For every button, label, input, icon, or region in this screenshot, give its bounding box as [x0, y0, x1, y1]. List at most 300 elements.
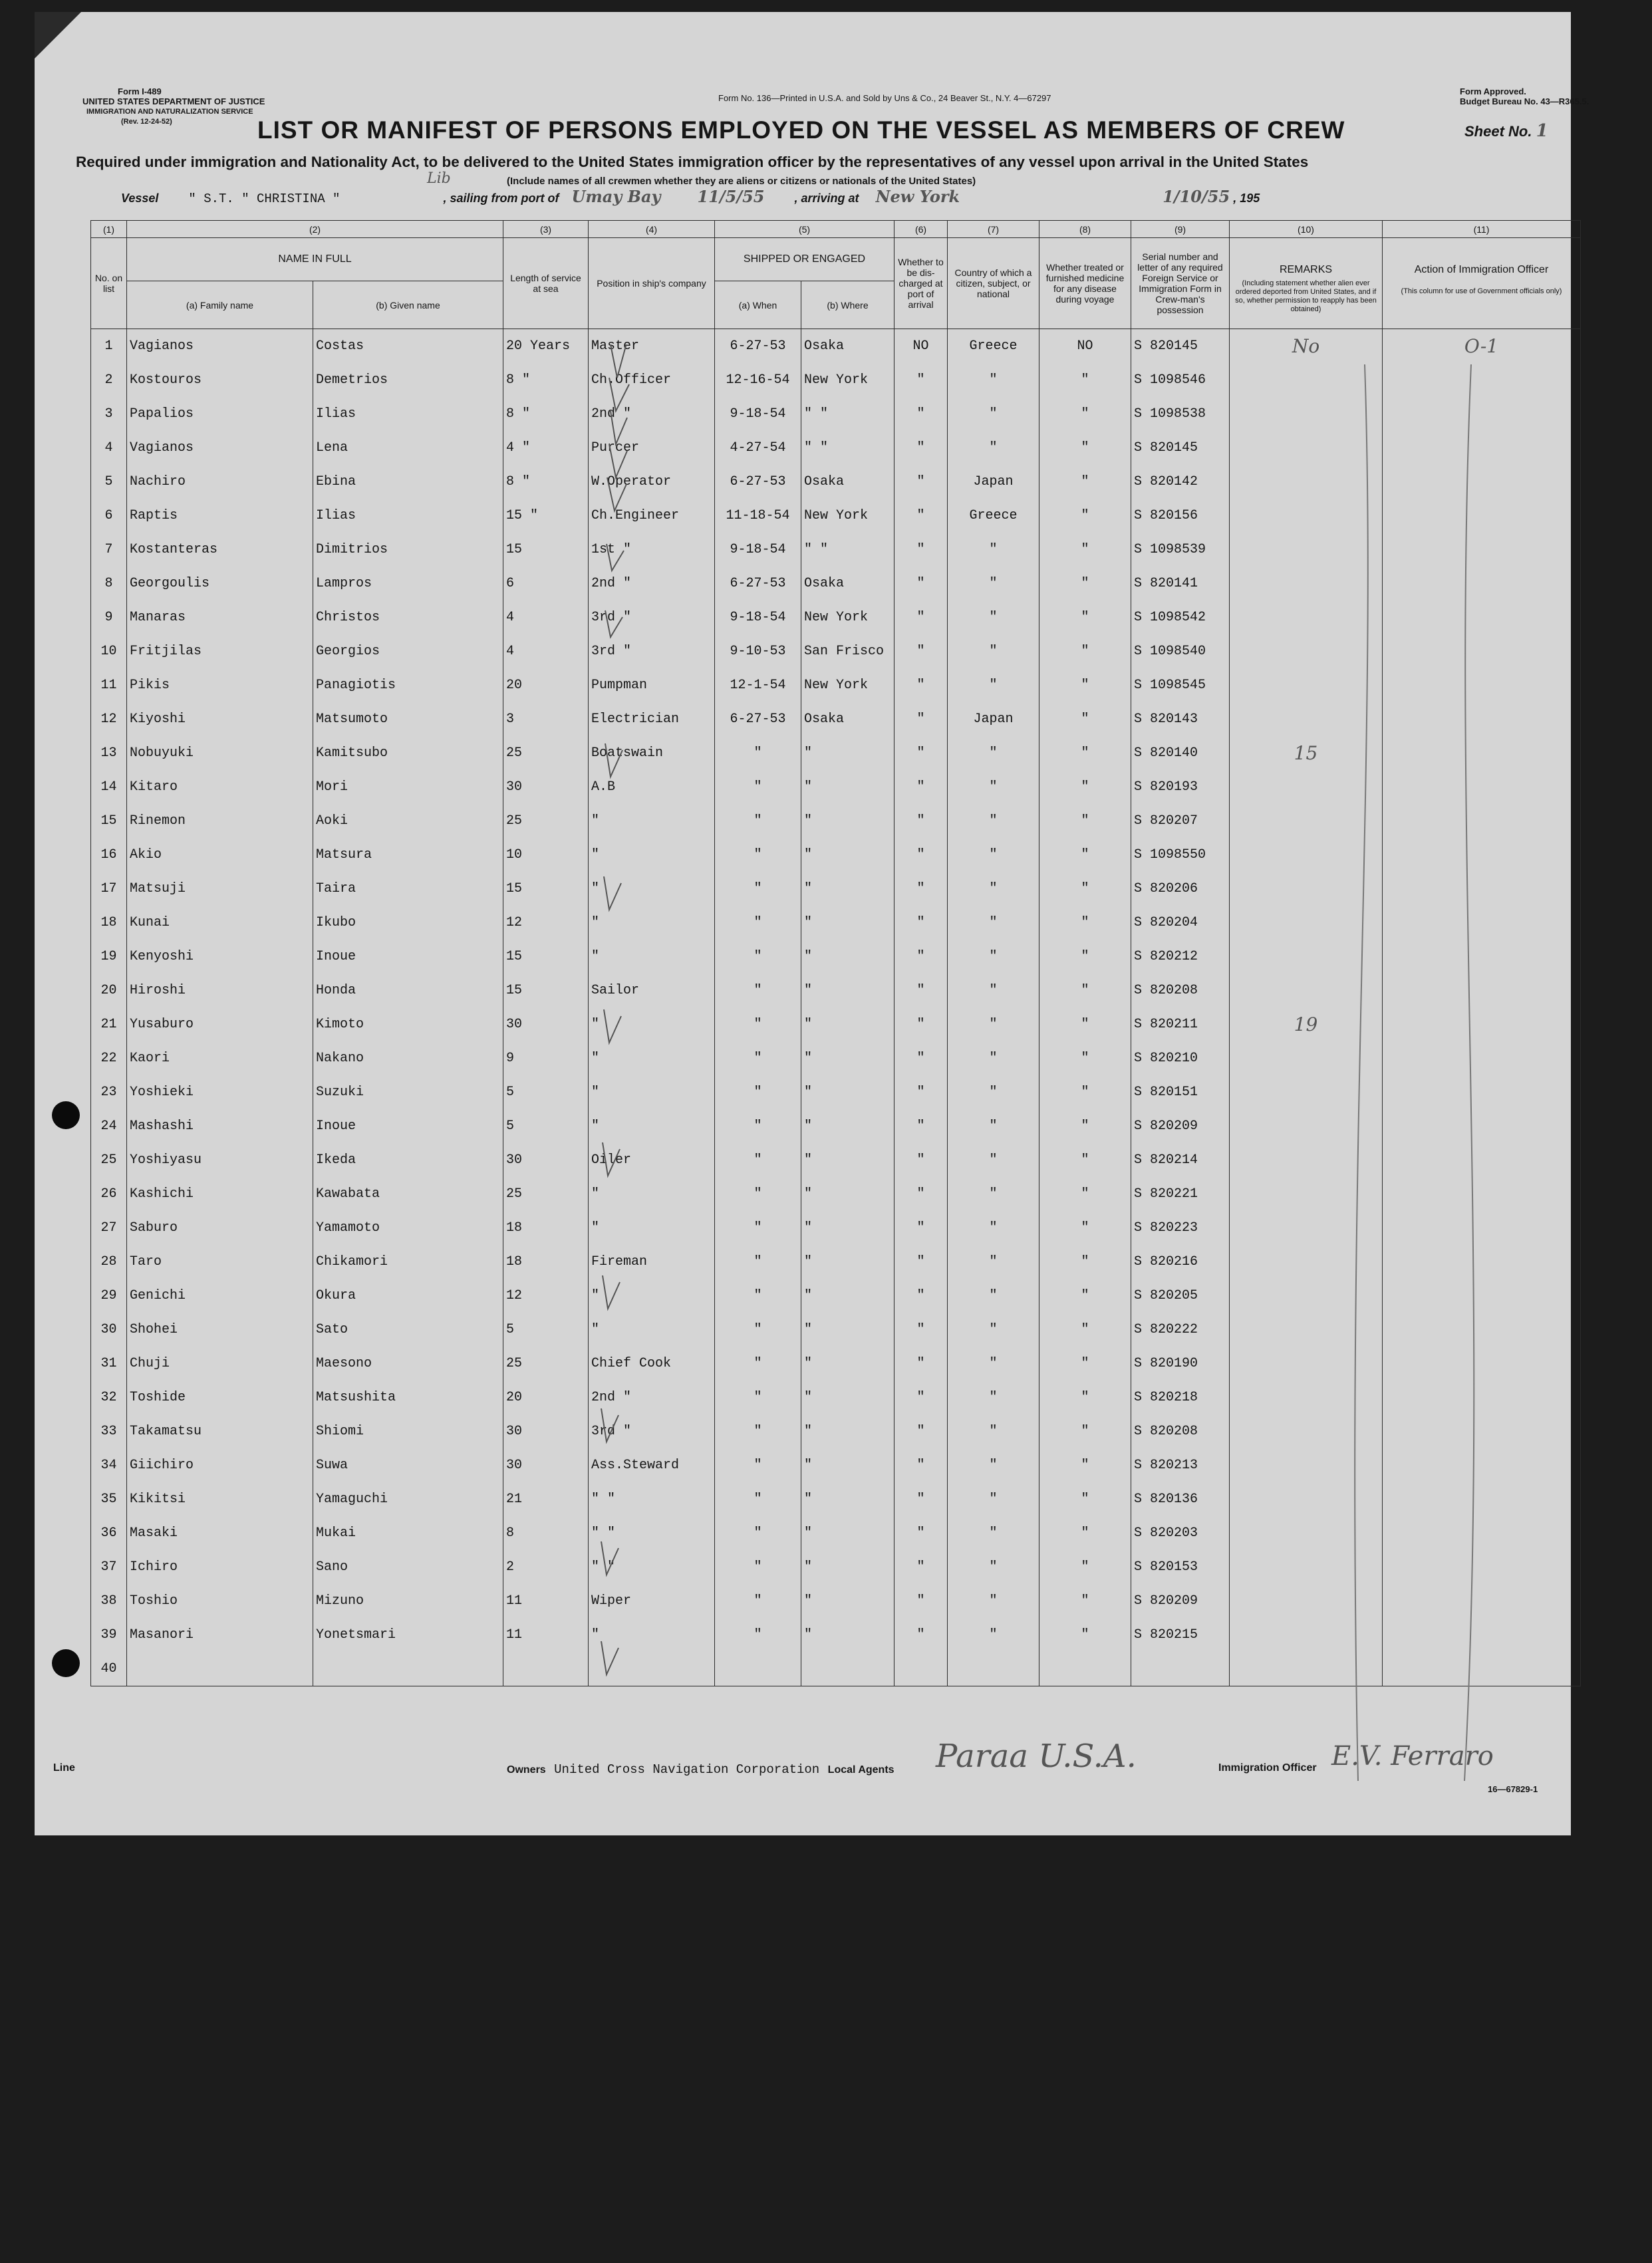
cell-where: New York [801, 600, 895, 634]
cell-when: 6-27-53 [715, 702, 801, 736]
cell-discharged: " [895, 1414, 948, 1448]
cell-family: Takamatsu [127, 1414, 313, 1448]
cell-serial: S 820141 [1131, 567, 1230, 600]
cell-serial: S 820142 [1131, 465, 1230, 499]
cell-given: Nakano [313, 1041, 503, 1075]
cell-where: " [801, 1516, 895, 1550]
cell-country: Japan [948, 465, 1039, 499]
cell-serial: S 820204 [1131, 906, 1230, 940]
cell-action: O-1 [1383, 329, 1581, 364]
cell-country: Greece [948, 499, 1039, 533]
cell-serial [1131, 1652, 1230, 1686]
cell-treated: " [1039, 431, 1131, 465]
cell-family: Kitaro [127, 770, 313, 804]
cell-position: W.Operator [589, 465, 715, 499]
cell-given: Ikeda [313, 1143, 503, 1177]
cell-given: Chikamori [313, 1245, 503, 1279]
cell-given: Kamitsubo [313, 736, 503, 770]
cell-serial: S 820143 [1131, 702, 1230, 736]
cell-where: " [801, 736, 895, 770]
cell-country: " [948, 974, 1039, 1007]
cell-no: 31 [91, 1347, 127, 1381]
cell-when: " [715, 736, 801, 770]
cell-where [801, 1652, 895, 1686]
cell-length: 21 [503, 1482, 589, 1516]
cell-given: Ebina [313, 465, 503, 499]
cell-family: Georgoulis [127, 567, 313, 600]
cell-treated: " [1039, 736, 1131, 770]
cell-position: " [589, 838, 715, 872]
punch-hole-bottom [52, 1649, 80, 1677]
cell-given: Maesono [313, 1347, 503, 1381]
print-code: 16—67829-1 [1488, 1784, 1538, 1794]
cell-where: New York [801, 668, 895, 702]
vessel-line: Vessel " S.T. " CHRISTINA " , sailing from port of Umay Bay 11/5/55 , arriving at New York 1/10/55 , 195 [121, 187, 1260, 206]
cell-position: " [589, 804, 715, 838]
cell-position: Sailor [589, 974, 715, 1007]
cell-given: Ikubo [313, 906, 503, 940]
cell-discharged: " [895, 872, 948, 906]
cell-family: Hiroshi [127, 974, 313, 1007]
cell-where: Osaka [801, 702, 895, 736]
cell-discharged: " [895, 1516, 948, 1550]
cell-serial: S 820193 [1131, 770, 1230, 804]
cell-no: 32 [91, 1381, 127, 1414]
col-num-6: (6) [895, 221, 948, 238]
cell-length: 25 [503, 736, 589, 770]
cell-no: 30 [91, 1313, 127, 1347]
cell-discharged: " [895, 431, 948, 465]
cell-when: 11-18-54 [715, 499, 801, 533]
footer-owners: Owners United Cross Navigation Corporation Local Agents [507, 1762, 895, 1777]
cell-country: " [948, 1109, 1039, 1143]
cell-no: 24 [91, 1109, 127, 1143]
cell-discharged: " [895, 1448, 948, 1482]
cell-when: " [715, 838, 801, 872]
cell-no: 20 [91, 974, 127, 1007]
cell-position: Purcer [589, 431, 715, 465]
handwritten-vessel-note: Lib [427, 170, 451, 187]
cell-country: " [948, 1075, 1039, 1109]
cell-discharged [895, 1652, 948, 1686]
cell-length: 15 " [503, 499, 589, 533]
cell-when: " [715, 1075, 801, 1109]
cell-serial: S 820221 [1131, 1177, 1230, 1211]
cell-family: Vagianos [127, 431, 313, 465]
cell-treated: " [1039, 1584, 1131, 1618]
cell-treated: " [1039, 974, 1131, 1007]
cell-family: Kunai [127, 906, 313, 940]
cell-remarks: 19 [1230, 1007, 1383, 1041]
cell-no: 26 [91, 1177, 127, 1211]
cell-given: Ilias [313, 397, 503, 431]
cell-when: 6-27-53 [715, 329, 801, 364]
cell-serial: S 820210 [1131, 1041, 1230, 1075]
cell-discharged: " [895, 397, 948, 431]
cell-country: " [948, 1245, 1039, 1279]
cell-serial: S 820203 [1131, 1516, 1230, 1550]
cell-when: " [715, 770, 801, 804]
cell-given: Taira [313, 872, 503, 906]
cell-position: Boatswain [589, 736, 715, 770]
cell-length: 8 " [503, 465, 589, 499]
cell-where: " [801, 1414, 895, 1448]
cell-where: " [801, 1177, 895, 1211]
cell-serial: S 820212 [1131, 940, 1230, 974]
cell-serial: S 820218 [1131, 1381, 1230, 1414]
cell-family: Rinemon [127, 804, 313, 838]
header-when: (a) When [715, 281, 801, 329]
cell-where: New York [801, 363, 895, 397]
cell-discharged: " [895, 567, 948, 600]
cell-country: " [948, 1279, 1039, 1313]
cell-when: " [715, 1550, 801, 1584]
cell-position: Wiper [589, 1584, 715, 1618]
cell-treated: " [1039, 1007, 1131, 1041]
cell-no: 1 [91, 329, 127, 364]
cell-where: " " [801, 431, 895, 465]
header-serial: Serial number and letter of any required Foreign Service or Immigration Form in Crew-man's possession [1131, 238, 1230, 329]
cell-serial: S 820215 [1131, 1618, 1230, 1652]
cell-treated: " [1039, 702, 1131, 736]
sailing-date: 11/5/55 [697, 187, 765, 206]
cell-discharged: " [895, 1584, 948, 1618]
cell-discharged: " [895, 1041, 948, 1075]
cell-given: Christos [313, 600, 503, 634]
cell-no: 13 [91, 736, 127, 770]
cell-position: A.B [589, 770, 715, 804]
cell-given: Matsumoto [313, 702, 503, 736]
cell-serial: S 1098539 [1131, 533, 1230, 567]
cell-country: " [948, 1313, 1039, 1347]
cell-no: 3 [91, 397, 127, 431]
cell-treated: " [1039, 1143, 1131, 1177]
cell-treated: " [1039, 1177, 1131, 1211]
cell-position: 3rd " [589, 600, 715, 634]
col-num-4: (4) [589, 221, 715, 238]
cell-family: Vagianos [127, 329, 313, 364]
footer-line-label: Line [53, 1762, 75, 1774]
check-marks [597, 344, 630, 1714]
cell-length: 11 [503, 1618, 589, 1652]
cell-discharged: " [895, 1245, 948, 1279]
col-num-7: (7) [948, 221, 1039, 238]
cell-country: " [948, 1516, 1039, 1550]
cell-given: Mukai [313, 1516, 503, 1550]
cell-position: Ass.Steward [589, 1448, 715, 1482]
cell-given: Aoki [313, 804, 503, 838]
cell-no: 33 [91, 1414, 127, 1448]
cell-discharged: " [895, 838, 948, 872]
cell-length: 4 [503, 600, 589, 634]
cell-no: 19 [91, 940, 127, 974]
cell-position: 2nd " [589, 397, 715, 431]
cell-no: 8 [91, 567, 127, 600]
cell-treated: " [1039, 1516, 1131, 1550]
cell-discharged: " [895, 736, 948, 770]
cell-where: Osaka [801, 465, 895, 499]
cell-serial: S 820136 [1131, 1482, 1230, 1516]
cell-given: Shiomi [313, 1414, 503, 1448]
cell-country: " [948, 906, 1039, 940]
cell-country: " [948, 1007, 1039, 1041]
cell-when: " [715, 1482, 801, 1516]
cell-country: " [948, 872, 1039, 906]
cell-given: Kimoto [313, 1007, 503, 1041]
cell-length: 15 [503, 533, 589, 567]
cell-no: 25 [91, 1143, 127, 1177]
cell-treated: " [1039, 1347, 1131, 1381]
cell-family: Masanori [127, 1618, 313, 1652]
cell-discharged: " [895, 770, 948, 804]
cell-where: " [801, 1448, 895, 1482]
cell-no: 4 [91, 431, 127, 465]
cell-country: " [948, 668, 1039, 702]
cell-length: 25 [503, 1347, 589, 1381]
cell-no: 2 [91, 363, 127, 397]
cell-when: 12-16-54 [715, 363, 801, 397]
cell-where: " [801, 906, 895, 940]
cell-given: Yamaguchi [313, 1482, 503, 1516]
cell-family: Kikitsi [127, 1482, 313, 1516]
header-shipped: SHIPPED OR ENGAGED [715, 238, 895, 281]
cell-discharged: " [895, 1482, 948, 1516]
cell-length: 30 [503, 1414, 589, 1448]
cell-family: Yoshieki [127, 1075, 313, 1109]
cell-no: 39 [91, 1618, 127, 1652]
cell-length: 3 [503, 702, 589, 736]
cell-country: " [948, 1143, 1039, 1177]
cell-discharged: " [895, 499, 948, 533]
cell-family: Fritjilas [127, 634, 313, 668]
cell-when: " [715, 1414, 801, 1448]
cell-treated: " [1039, 1482, 1131, 1516]
cell-when: 6-27-53 [715, 465, 801, 499]
header-treated: Whether treated or furnished medicine for any disease during voyage [1039, 238, 1131, 329]
cell-no: 35 [91, 1482, 127, 1516]
cell-discharged: " [895, 1550, 948, 1584]
cell-length: 8 " [503, 363, 589, 397]
cell-position: " [589, 1313, 715, 1347]
cell-treated: " [1039, 1041, 1131, 1075]
cell-given: Panagiotis [313, 668, 503, 702]
cell-when: " [715, 1211, 801, 1245]
cell-no: 14 [91, 770, 127, 804]
cell-country: " [948, 736, 1039, 770]
cell-discharged: " [895, 1143, 948, 1177]
cell-no: 22 [91, 1041, 127, 1075]
cell-when: " [715, 1007, 801, 1041]
cell-serial: S 1098538 [1131, 397, 1230, 431]
cell-family: Masaki [127, 1516, 313, 1550]
cell-length: 30 [503, 1143, 589, 1177]
cell-given: Okura [313, 1279, 503, 1313]
cell-given [313, 1652, 503, 1686]
cell-position: " [589, 1075, 715, 1109]
cell-treated: " [1039, 1211, 1131, 1245]
cell-no: 10 [91, 634, 127, 668]
cell-when: 12-1-54 [715, 668, 801, 702]
cell-country: " [948, 1211, 1039, 1245]
cell-discharged: " [895, 940, 948, 974]
cell-length: 5 [503, 1109, 589, 1143]
cell-length: 5 [503, 1313, 589, 1347]
cell-no: 38 [91, 1584, 127, 1618]
col-num-2: (2) [127, 221, 503, 238]
cell-family: Mashashi [127, 1109, 313, 1143]
cell-length: 15 [503, 872, 589, 906]
cell-treated: " [1039, 804, 1131, 838]
cell-where: San Frisco [801, 634, 895, 668]
cell-family: Raptis [127, 499, 313, 533]
cell-when: " [715, 906, 801, 940]
owners-name: United Cross Navigation Corporation [554, 1762, 820, 1777]
cell-when: " [715, 1143, 801, 1177]
cell-where: " [801, 940, 895, 974]
cell-serial: S 820207 [1131, 804, 1230, 838]
cell-given: Inoue [313, 940, 503, 974]
cell-treated: " [1039, 1381, 1131, 1414]
cell-position: " [589, 1211, 715, 1245]
cell-family: Manaras [127, 600, 313, 634]
cell-country: " [948, 838, 1039, 872]
cell-where: " [801, 974, 895, 1007]
cell-no: 28 [91, 1245, 127, 1279]
cell-country: " [948, 363, 1039, 397]
cell-discharged: " [895, 1177, 948, 1211]
cell-discharged: " [895, 1618, 948, 1652]
cell-where: " [801, 1075, 895, 1109]
cell-position: Pumpman [589, 668, 715, 702]
cell-where: " [801, 1584, 895, 1618]
cell-length: 15 [503, 940, 589, 974]
cell-given: Mori [313, 770, 503, 804]
cell-no: 21 [91, 1007, 127, 1041]
cell-country: " [948, 1347, 1039, 1381]
cell-serial: S 820190 [1131, 1347, 1230, 1381]
cell-when: " [715, 1347, 801, 1381]
cell-when: 4-27-54 [715, 431, 801, 465]
cell-where: " [801, 872, 895, 906]
cell-discharged: " [895, 634, 948, 668]
cell-treated: " [1039, 499, 1131, 533]
header-remarks: REMARKS (Including statement whether alien ever ordered deported from United States, and if so, whether permission to reapply has been obtained) [1230, 238, 1383, 329]
cell-serial: S 820208 [1131, 1414, 1230, 1448]
cell-when: " [715, 872, 801, 906]
cell-position: Fireman [589, 1245, 715, 1279]
cell-where: " [801, 804, 895, 838]
manifest-subtitle: Required under immigration and Nationality Act, to be delivered to the United States immigration officer by the representatives of any vessel upon arrival in the United States [76, 154, 1309, 170]
cell-remarks: No [1230, 329, 1383, 364]
cell-treated: " [1039, 1075, 1131, 1109]
form-approved: Form Approved. [1460, 86, 1526, 96]
vessel-name: " S.T. " CHRISTINA " [188, 192, 341, 206]
cell-given: Sato [313, 1313, 503, 1347]
col-num-8: (8) [1039, 221, 1131, 238]
col-num-9: (9) [1131, 221, 1230, 238]
manifest-subtitle-note: (Include names of all crewmen whether they are aliens or citizens or nationals of the United States) [507, 176, 976, 187]
cell-family: Matsuji [127, 872, 313, 906]
cell-treated: " [1039, 397, 1131, 431]
cell-given: Yamamoto [313, 1211, 503, 1245]
cell-position: 1st " [589, 533, 715, 567]
cell-treated: " [1039, 940, 1131, 974]
cell-when: 9-18-54 [715, 600, 801, 634]
col-num-1: (1) [91, 221, 127, 238]
cell-position: Electrician [589, 702, 715, 736]
cell-family: Toshio [127, 1584, 313, 1618]
cell-serial: S 820223 [1131, 1211, 1230, 1245]
cell-country: " [948, 1584, 1039, 1618]
cell-given: Demetrios [313, 363, 503, 397]
cell-discharged: " [895, 974, 948, 1007]
cell-length: 25 [503, 1177, 589, 1211]
header-no-on-list: No. on list [91, 238, 127, 329]
cell-where: " [801, 1211, 895, 1245]
cell-family: Kashichi [127, 1177, 313, 1211]
cell-country: " [948, 804, 1039, 838]
cell-where: " [801, 1550, 895, 1584]
cell-position: " [589, 1177, 715, 1211]
header-position: Position in ship's company [589, 238, 715, 329]
cell-no: 9 [91, 600, 127, 634]
cell-family: Akio [127, 838, 313, 872]
header-where: (b) Where [801, 281, 895, 329]
cell-family: Kostanteras [127, 533, 313, 567]
cell-serial: S 820214 [1131, 1143, 1230, 1177]
cell-no: 27 [91, 1211, 127, 1245]
manifest-sheet [35, 12, 1589, 1835]
service-line: IMMIGRATION AND NATURALIZATION SERVICE [86, 108, 253, 116]
cell-country: " [948, 1177, 1039, 1211]
revision-line: (Rev. 12-24-52) [121, 118, 172, 126]
cell-when: 6-27-53 [715, 567, 801, 600]
cell-discharged: " [895, 1347, 948, 1381]
cell-serial: S 820156 [1131, 499, 1230, 533]
cell-where: " " [801, 533, 895, 567]
cell-serial: S 820153 [1131, 1550, 1230, 1584]
cell-no: 23 [91, 1075, 127, 1109]
cell-length: 12 [503, 1279, 589, 1313]
cell-no: 18 [91, 906, 127, 940]
cell-when: " [715, 1584, 801, 1618]
cell-position: Oiler [589, 1143, 715, 1177]
cell-country: " [948, 1041, 1039, 1075]
cell-family: Ichiro [127, 1550, 313, 1584]
cell-when: " [715, 1516, 801, 1550]
cell-serial: S 820213 [1131, 1448, 1230, 1482]
cell-discharged: " [895, 1313, 948, 1347]
cell-serial: S 1098540 [1131, 634, 1230, 668]
cell-length: 4 " [503, 431, 589, 465]
sheet-number: Sheet No. 1 [1464, 121, 1548, 141]
cell-length: 30 [503, 770, 589, 804]
cell-country: " [948, 1381, 1039, 1414]
cell-no: 40 [91, 1652, 127, 1686]
cell-country: " [948, 1448, 1039, 1482]
footer-officer-label: Immigration Officer [1218, 1762, 1317, 1774]
cell-length: 8 [503, 1516, 589, 1550]
cell-discharged: " [895, 1381, 948, 1414]
cell-position: " [589, 1279, 715, 1313]
cell-discharged: " [895, 465, 948, 499]
cell-where: " [801, 1007, 895, 1041]
cell-where: " [801, 1245, 895, 1279]
cell-treated: " [1039, 600, 1131, 634]
cell-length: 15 [503, 974, 589, 1007]
cell-serial: S 820209 [1131, 1584, 1230, 1618]
cell-given: Ilias [313, 499, 503, 533]
